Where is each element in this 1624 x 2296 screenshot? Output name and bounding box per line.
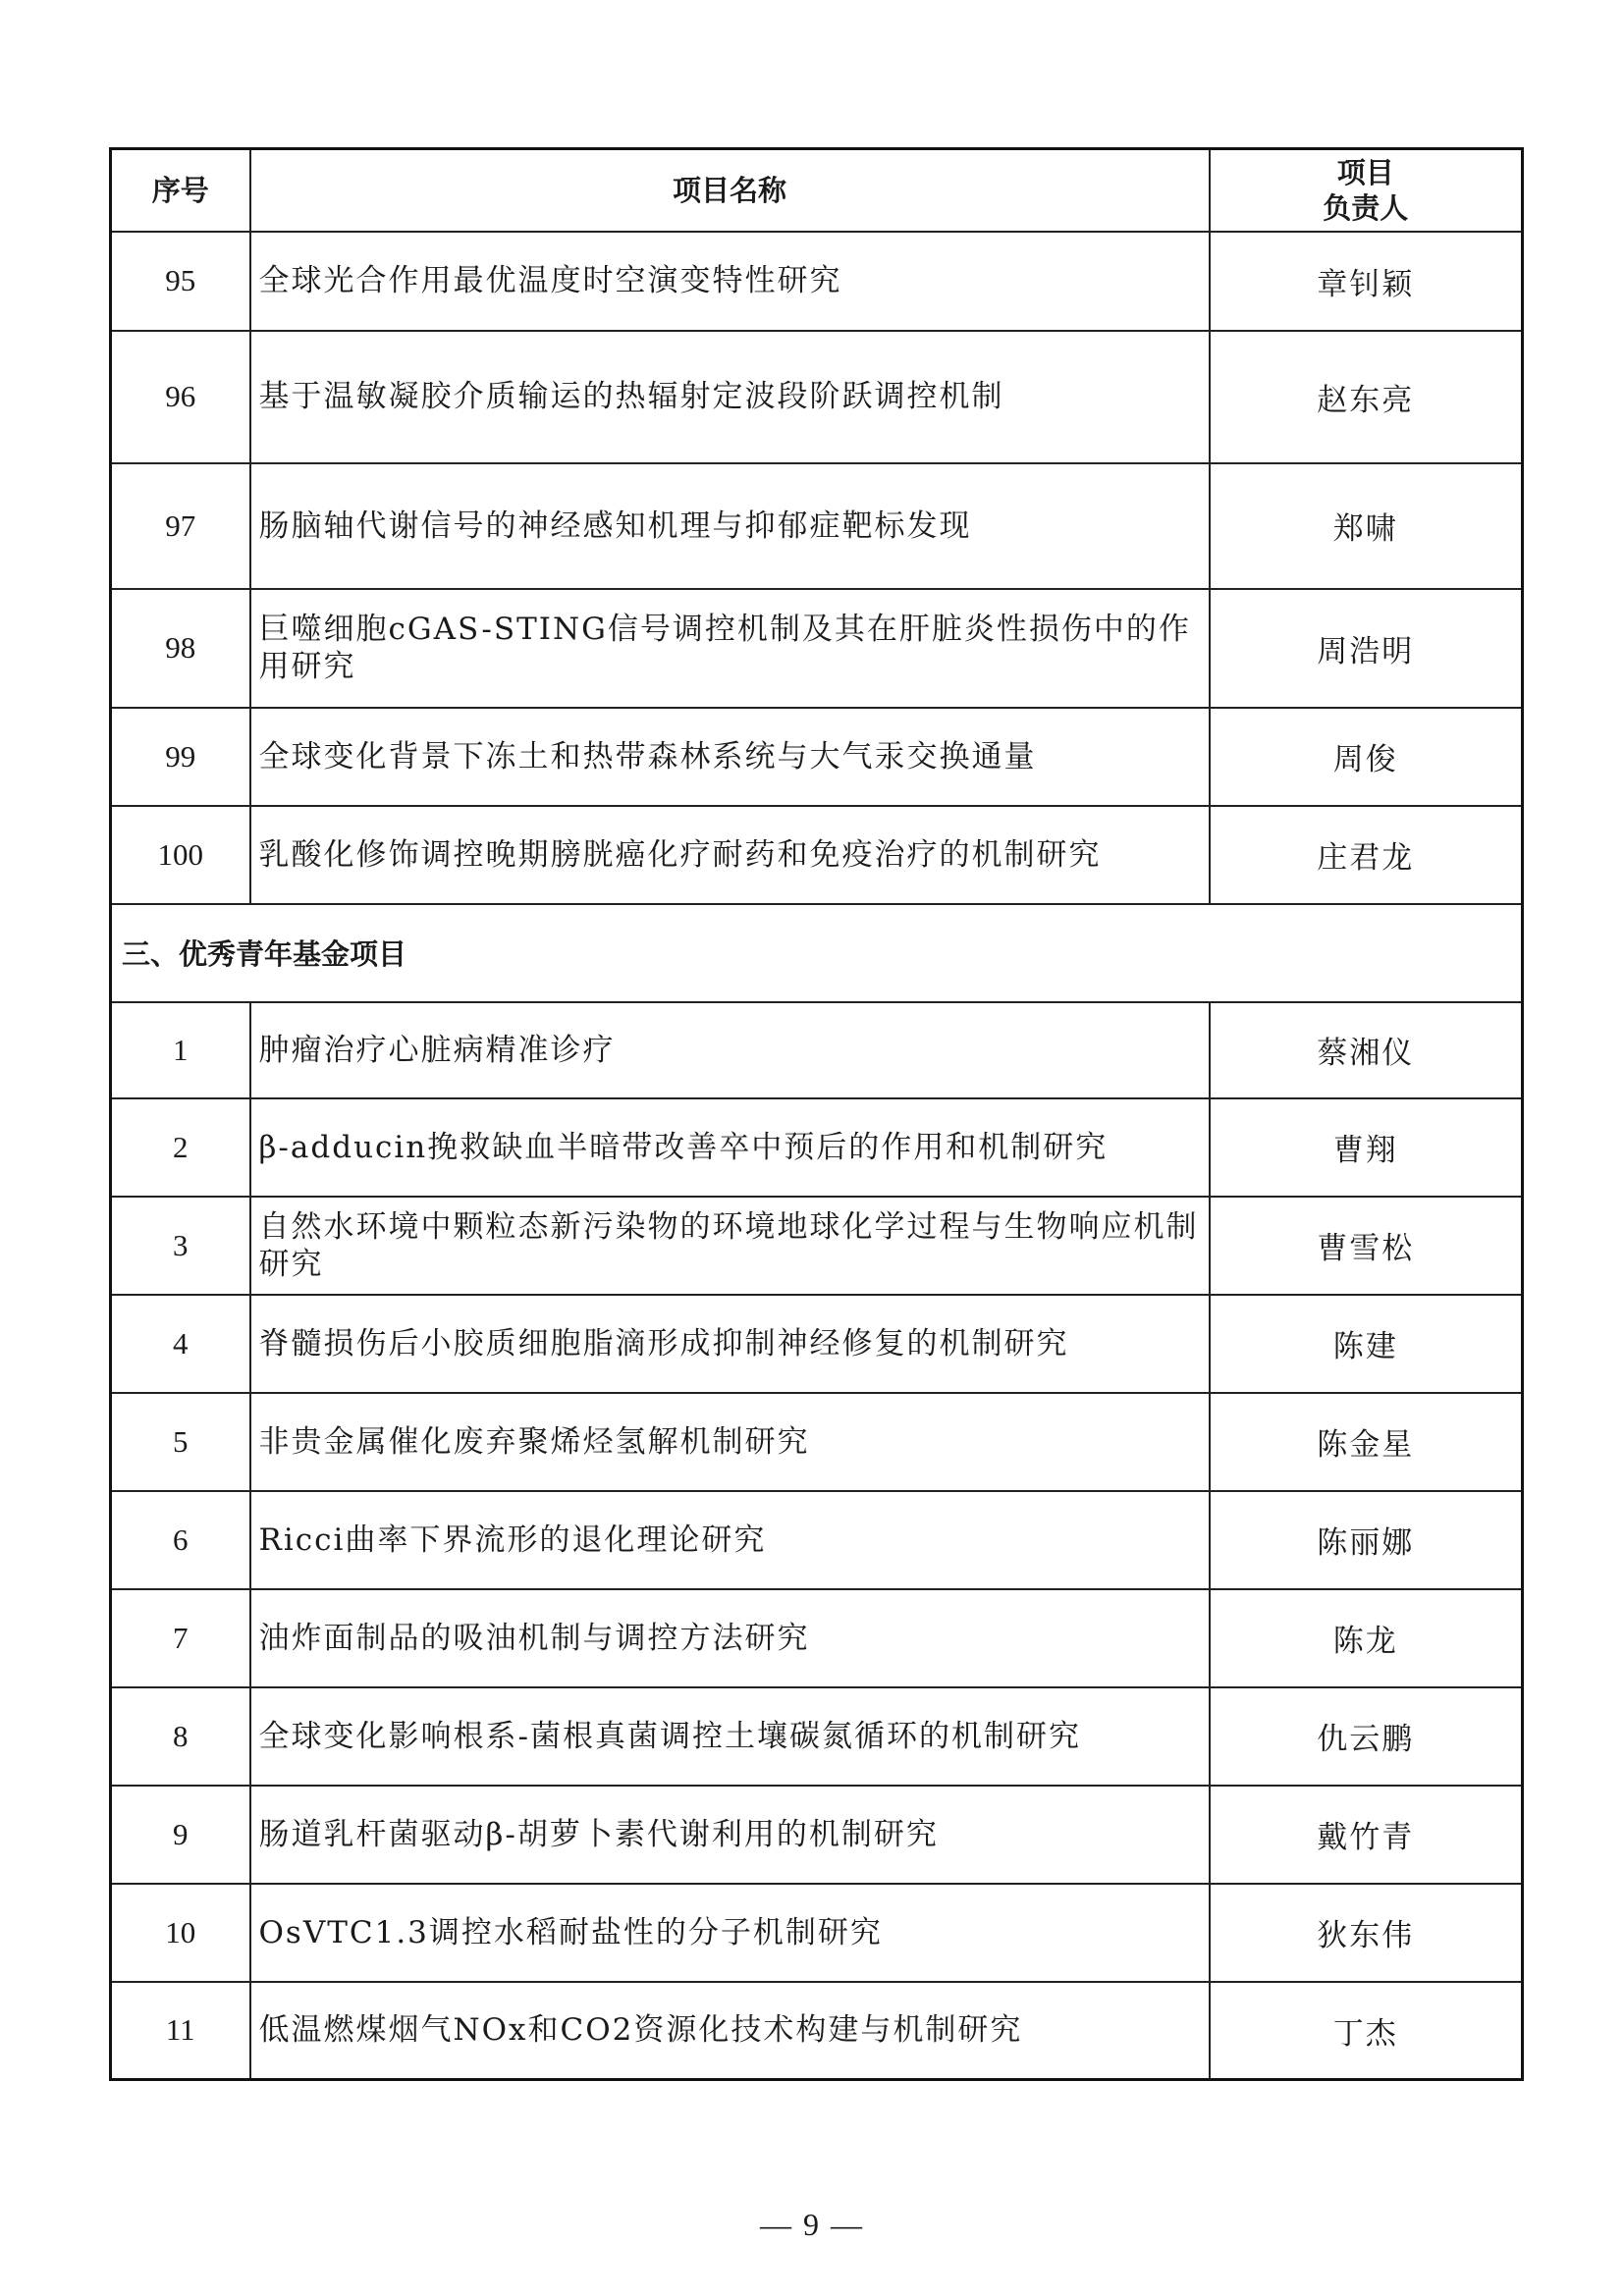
row-project-name: 肠道乳杆菌驱动β-胡萝卜素代谢利用的机制研究 xyxy=(250,1786,1210,1884)
row-project-leader: 蔡湘仪 xyxy=(1210,1002,1523,1098)
row-project-leader: 陈龙 xyxy=(1210,1589,1523,1687)
row-serial-number: 7 xyxy=(111,1589,250,1687)
table-row xyxy=(111,1197,1523,1295)
row-serial-number: 100 xyxy=(111,806,250,904)
table-row xyxy=(111,331,1523,463)
table-row xyxy=(111,1589,1523,1687)
row-serial-number: 99 xyxy=(111,708,250,806)
row-project-leader: 陈丽娜 xyxy=(1210,1491,1523,1589)
row-serial-number: 98 xyxy=(111,589,250,708)
row-project-leader: 仇云鹏 xyxy=(1210,1687,1523,1786)
table-row xyxy=(111,463,1523,589)
row-project-leader: 戴竹青 xyxy=(1210,1786,1523,1884)
project-table xyxy=(109,147,1524,2081)
row-project-name: 全球光合作用最优温度时空演变特性研究 xyxy=(250,232,1210,331)
row-serial-number: 10 xyxy=(111,1884,250,1982)
row-project-leader: 赵东亮 xyxy=(1210,331,1523,463)
header-project-leader-line2: 负责人 xyxy=(1323,190,1409,225)
row-project-leader: 陈金星 xyxy=(1210,1393,1523,1491)
row-project-name: β-adducin挽救缺血半暗带改善卒中预后的作用和机制研究 xyxy=(250,1098,1210,1197)
row-project-leader: 陈建 xyxy=(1210,1295,1523,1393)
row-serial-number: 5 xyxy=(111,1393,250,1491)
row-project-leader: 郑啸 xyxy=(1210,463,1523,589)
row-project-name: 乳酸化修饰调控晚期膀胱癌化疗耐药和免疫治疗的机制研究 xyxy=(250,806,1210,904)
table-row xyxy=(111,1491,1523,1589)
page-number: — 9 — xyxy=(760,2207,864,2242)
row-serial-number: 11 xyxy=(111,1982,250,2080)
row-serial-number: 9 xyxy=(111,1786,250,1884)
row-serial-number: 8 xyxy=(111,1687,250,1786)
row-project-leader: 庄君龙 xyxy=(1210,806,1523,904)
row-serial-number: 1 xyxy=(111,1002,250,1098)
row-project-leader: 丁杰 xyxy=(1210,1982,1523,2080)
table-row xyxy=(111,1982,1523,2080)
header-project-name: 项目名称 xyxy=(250,149,1210,232)
table-row xyxy=(111,1884,1523,1982)
table-row xyxy=(111,1786,1523,1884)
row-project-leader: 章钊颖 xyxy=(1210,232,1523,331)
table-row xyxy=(111,232,1523,331)
row-serial-number: 2 xyxy=(111,1098,250,1197)
table-row xyxy=(111,1393,1523,1491)
table-row xyxy=(111,806,1523,904)
row-serial-number: 3 xyxy=(111,1197,250,1295)
row-project-name: Ricci曲率下界流形的退化理论研究 xyxy=(250,1491,1210,1589)
row-project-name: 肿瘤治疗心脏病精准诊疗 xyxy=(250,1002,1210,1098)
row-project-leader: 曹翔 xyxy=(1210,1098,1523,1197)
table-row xyxy=(111,589,1523,708)
row-project-name: 全球变化背景下冻土和热带森林系统与大气汞交换通量 xyxy=(250,708,1210,806)
row-serial-number: 96 xyxy=(111,331,250,463)
row-project-leader: 周俊 xyxy=(1210,708,1523,806)
table-row xyxy=(111,1687,1523,1786)
row-project-name: 非贵金属催化废弃聚烯烃氢解机制研究 xyxy=(250,1393,1210,1491)
row-project-leader: 狄东伟 xyxy=(1210,1884,1523,1982)
row-project-name: 脊髓损伤后小胶质细胞脂滴形成抑制神经修复的机制研究 xyxy=(250,1295,1210,1393)
section-header-row xyxy=(111,904,1523,1002)
row-project-name: 油炸面制品的吸油机制与调控方法研究 xyxy=(250,1589,1210,1687)
table-row xyxy=(111,1098,1523,1197)
row-project-name: 全球变化影响根系-菌根真菌调控土壤碳氮循环的机制研究 xyxy=(250,1687,1210,1786)
table-header-row xyxy=(111,149,1523,232)
section-title: 三、优秀青年基金项目 xyxy=(111,904,1523,1002)
header-serial-number: 序号 xyxy=(111,149,250,232)
row-project-name: 自然水环境中颗粒态新污染物的环境地球化学过程与生物响应机制研究 xyxy=(250,1197,1210,1295)
row-project-leader: 曹雪松 xyxy=(1210,1197,1523,1295)
header-project-leader xyxy=(1210,149,1523,232)
table-row xyxy=(111,1295,1523,1393)
row-serial-number: 95 xyxy=(111,232,250,331)
row-project-name: 基于温敏凝胶介质输运的热辐射定波段阶跃调控机制 xyxy=(250,331,1210,463)
row-project-name: 巨噬细胞cGAS-STING信号调控机制及其在肝脏炎性损伤中的作用研究 xyxy=(250,589,1210,708)
row-serial-number: 4 xyxy=(111,1295,250,1393)
row-serial-number: 6 xyxy=(111,1491,250,1589)
row-project-name: 低温燃煤烟气NOx和CO2资源化技术构建与机制研究 xyxy=(250,1982,1210,2080)
row-project-name: OsVTC1.3调控水稻耐盐性的分子机制研究 xyxy=(250,1884,1210,1982)
header-project-leader-line1: 项目 xyxy=(1336,155,1394,189)
row-project-name: 肠脑轴代谢信号的神经感知机理与抑郁症靶标发现 xyxy=(250,463,1210,589)
row-project-leader: 周浩明 xyxy=(1210,589,1523,708)
table-row xyxy=(111,708,1523,806)
table-row xyxy=(111,1002,1523,1098)
row-serial-number: 97 xyxy=(111,463,250,589)
